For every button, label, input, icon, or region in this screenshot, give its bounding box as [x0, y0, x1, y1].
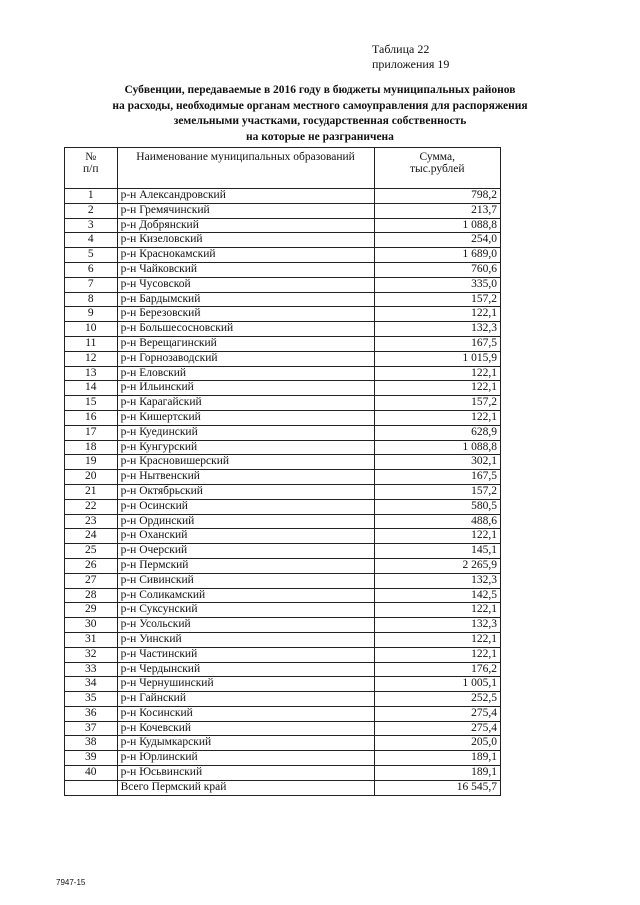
table-row	[65, 766, 501, 781]
row-name: р-н Кунгурский	[117, 440, 374, 455]
row-number: 6	[65, 262, 118, 277]
row-sum: 1 005,1	[374, 677, 500, 692]
table-row	[65, 396, 501, 411]
table-row	[65, 558, 501, 573]
table-row	[65, 677, 501, 692]
row-sum: 132,3	[374, 573, 500, 588]
row-name: р-н Осинский	[117, 499, 374, 514]
table-row	[65, 499, 501, 514]
row-sum: 760,6	[374, 262, 500, 277]
row-sum: 488,6	[374, 514, 500, 529]
row-sum: 132,3	[374, 322, 500, 337]
row-name: р-н Гремячинский	[117, 203, 374, 218]
row-sum: 189,1	[374, 766, 500, 781]
row-number: 24	[65, 529, 118, 544]
row-name: р-н Краснокамский	[117, 248, 374, 263]
row-name: р-н Суксунский	[117, 603, 374, 618]
table-row	[65, 351, 501, 366]
row-name: р-н Кудымкарский	[117, 736, 374, 751]
row-number: 13	[65, 366, 118, 381]
row-name: р-н Еловский	[117, 366, 374, 381]
row-name: р-н Нытвенский	[117, 470, 374, 485]
table-row	[65, 455, 501, 470]
row-number: 11	[65, 336, 118, 351]
title-line-2: на расходы, необходимые органам местного самоуправления для распоряжения	[112, 99, 528, 112]
row-number: 30	[65, 618, 118, 633]
row-name: р-н Куединский	[117, 425, 374, 440]
table-row	[65, 573, 501, 588]
table-row	[65, 203, 501, 218]
row-name: р-н Чернушинский	[117, 677, 374, 692]
header-sum-unit: тыс.рублей	[410, 163, 465, 175]
row-name: р-н Очерский	[117, 544, 374, 559]
row-sum: 205,0	[374, 736, 500, 751]
table-row	[65, 218, 501, 233]
table-caption	[372, 42, 449, 72]
row-number: 20	[65, 470, 118, 485]
row-sum: 252,5	[374, 692, 500, 707]
row-number: 27	[65, 573, 118, 588]
total-row-sum: 16 545,7	[374, 780, 500, 795]
table-row	[65, 366, 501, 381]
row-name: р-н Чайковский	[117, 262, 374, 277]
table-row	[65, 410, 501, 425]
row-name: р-н Александровский	[117, 189, 374, 204]
row-sum: 145,1	[374, 544, 500, 559]
table-header-row	[65, 148, 501, 189]
row-name: р-н Октябрьский	[117, 484, 374, 499]
row-number: 2	[65, 203, 118, 218]
row-name: р-н Верещагинский	[117, 336, 374, 351]
caption-table-number: Таблица 22	[372, 42, 430, 56]
table-row	[65, 751, 501, 766]
header-sum-label: Сумма,	[419, 151, 455, 163]
row-number: 7	[65, 277, 118, 292]
table-row	[65, 647, 501, 662]
row-name: р-н Оханский	[117, 529, 374, 544]
row-sum: 254,0	[374, 233, 500, 248]
table-row	[65, 248, 501, 263]
row-sum: 122,1	[374, 366, 500, 381]
row-name: р-н Кизеловский	[117, 233, 374, 248]
row-sum: 628,9	[374, 425, 500, 440]
row-name: р-н Юрлинский	[117, 751, 374, 766]
row-sum: 122,1	[374, 647, 500, 662]
row-sum: 122,1	[374, 381, 500, 396]
table-row	[65, 381, 501, 396]
row-number: 15	[65, 396, 118, 411]
table-row	[65, 277, 501, 292]
row-sum: 122,1	[374, 603, 500, 618]
row-number: 33	[65, 662, 118, 677]
row-name: р-н Кочевский	[117, 721, 374, 736]
title-line-1: Субвенции, передаваемые в 2016 году в бюджеты муниципальных районов	[124, 84, 516, 96]
row-number: 26	[65, 558, 118, 573]
table-row	[65, 632, 501, 647]
row-name: р-н Соликамский	[117, 588, 374, 603]
table-row	[65, 292, 501, 307]
header-number-abbr: п/п	[83, 163, 99, 175]
row-number: 29	[65, 603, 118, 618]
row-number: 36	[65, 706, 118, 721]
row-name: р-н Косинский	[117, 706, 374, 721]
row-number: 25	[65, 544, 118, 559]
table-row	[65, 322, 501, 337]
row-sum: 275,4	[374, 721, 500, 736]
row-number: 32	[65, 647, 118, 662]
row-number: 37	[65, 721, 118, 736]
caption-appendix: приложения 19	[372, 57, 450, 71]
row-sum: 302,1	[374, 455, 500, 470]
row-number: 4	[65, 233, 118, 248]
table-row	[65, 470, 501, 485]
row-number: 8	[65, 292, 118, 307]
row-sum: 1 088,8	[374, 440, 500, 455]
row-sum: 157,2	[374, 292, 500, 307]
row-name: р-н Бардымский	[117, 292, 374, 307]
table-row	[65, 544, 501, 559]
table-row	[65, 721, 501, 736]
row-sum: 275,4	[374, 706, 500, 721]
header-number-symbol: №	[85, 151, 97, 163]
row-sum: 157,2	[374, 396, 500, 411]
row-name: р-н Ординский	[117, 514, 374, 529]
table-row	[65, 189, 501, 204]
table-body	[65, 189, 501, 796]
table-row	[65, 603, 501, 618]
header-name: Наименование муниципальных образований	[117, 148, 374, 189]
row-number: 31	[65, 632, 118, 647]
row-sum: 2 265,9	[374, 558, 500, 573]
row-number: 38	[65, 736, 118, 751]
table-row	[65, 662, 501, 677]
table-row	[65, 514, 501, 529]
table-row	[65, 307, 501, 322]
row-name: р-н Ильинский	[117, 381, 374, 396]
total-row-number	[65, 780, 118, 795]
row-number: 21	[65, 484, 118, 499]
row-number: 3	[65, 218, 118, 233]
row-sum: 213,7	[374, 203, 500, 218]
subsidies-table	[64, 147, 501, 796]
row-number: 28	[65, 588, 118, 603]
table-row	[65, 440, 501, 455]
row-sum: 122,1	[374, 410, 500, 425]
row-number: 10	[65, 322, 118, 337]
row-sum: 167,5	[374, 336, 500, 351]
row-number: 17	[65, 425, 118, 440]
row-name: р-н Горнозаводский	[117, 351, 374, 366]
row-sum: 580,5	[374, 499, 500, 514]
row-number: 40	[65, 766, 118, 781]
row-sum: 176,2	[374, 662, 500, 677]
row-number: 16	[65, 410, 118, 425]
row-number: 22	[65, 499, 118, 514]
row-sum: 142,5	[374, 588, 500, 603]
row-sum: 189,1	[374, 751, 500, 766]
row-sum: 122,1	[374, 529, 500, 544]
total-row-name: Всего Пермский край	[117, 780, 374, 795]
row-name: р-н Чердынский	[117, 662, 374, 677]
row-name: р-н Юсьвинский	[117, 766, 374, 781]
row-sum: 798,2	[374, 189, 500, 204]
row-sum: 167,5	[374, 470, 500, 485]
document-code: 7947-15	[56, 878, 86, 887]
row-name: р-н Пермский	[117, 558, 374, 573]
row-sum: 1 088,8	[374, 218, 500, 233]
row-name: р-н Березовский	[117, 307, 374, 322]
table-row	[65, 425, 501, 440]
row-number: 5	[65, 248, 118, 263]
row-number: 39	[65, 751, 118, 766]
row-name: р-н Усольский	[117, 618, 374, 633]
title-line-3: земельными участками, государственная собственность	[173, 115, 467, 127]
table-row	[65, 588, 501, 603]
table-row	[65, 336, 501, 351]
table-row	[65, 529, 501, 544]
row-name: р-н Большесосновский	[117, 322, 374, 337]
row-sum: 335,0	[374, 277, 500, 292]
row-sum: 122,1	[374, 307, 500, 322]
row-name: р-н Чусовской	[117, 277, 374, 292]
row-name: р-н Частинский	[117, 647, 374, 662]
table-row	[65, 233, 501, 248]
row-name: р-н Карагайский	[117, 396, 374, 411]
header-number	[65, 148, 118, 189]
row-number: 12	[65, 351, 118, 366]
row-number: 14	[65, 381, 118, 396]
row-number: 23	[65, 514, 118, 529]
table-total-row	[65, 780, 501, 795]
table-row	[65, 262, 501, 277]
row-sum: 1 689,0	[374, 248, 500, 263]
row-sum: 122,1	[374, 632, 500, 647]
row-name: р-н Сивинский	[117, 573, 374, 588]
row-number: 9	[65, 307, 118, 322]
table-row	[65, 692, 501, 707]
table-row	[65, 706, 501, 721]
row-name: р-н Добрянский	[117, 218, 374, 233]
table-row	[65, 736, 501, 751]
row-name: р-н Кишертский	[117, 410, 374, 425]
row-sum: 157,2	[374, 484, 500, 499]
row-number: 1	[65, 189, 118, 204]
row-number: 34	[65, 677, 118, 692]
row-number: 19	[65, 455, 118, 470]
row-sum: 132,3	[374, 618, 500, 633]
row-number: 18	[65, 440, 118, 455]
header-sum	[374, 148, 500, 189]
document-title	[40, 83, 600, 145]
table-row	[65, 618, 501, 633]
row-name: р-н Уинский	[117, 632, 374, 647]
row-name: р-н Гайнский	[117, 692, 374, 707]
table-row	[65, 484, 501, 499]
row-sum: 1 015,9	[374, 351, 500, 366]
title-line-4: на которые не разграничена	[246, 130, 394, 143]
row-name: р-н Красновишерский	[117, 455, 374, 470]
row-number: 35	[65, 692, 118, 707]
